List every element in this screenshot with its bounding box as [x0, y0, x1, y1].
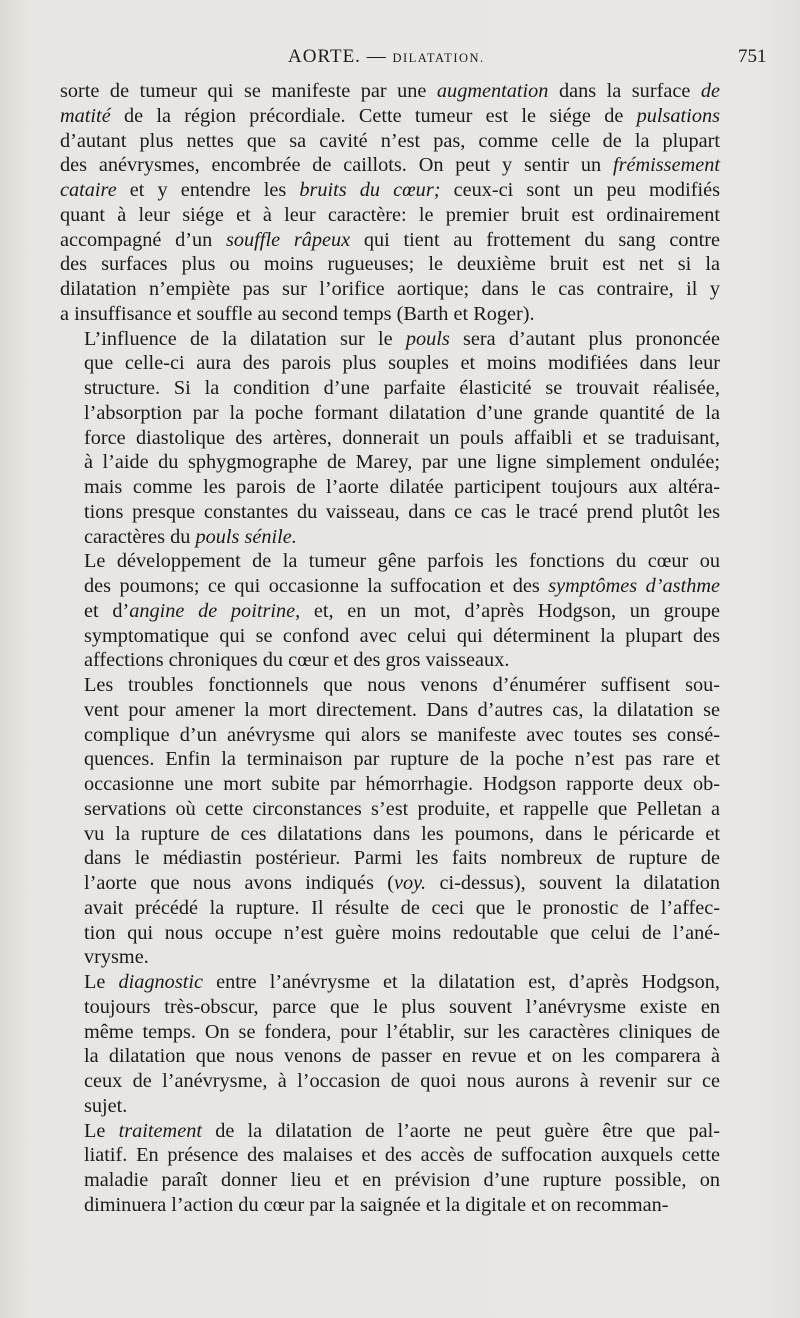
text-run: l’absorption par la poche formant dilatation d’une grande quantité de la: [84, 401, 720, 424]
italic-run: angine de poitrine: [129, 599, 296, 622]
running-title-sub: DILATATION.: [392, 51, 485, 65]
text-line: [60, 1168, 720, 1193]
text-run: Le: [84, 971, 119, 993]
text-run: liatif. En présence des malaises et des accès de suffocation auxquels cette: [84, 1144, 720, 1167]
text-run: sorte de tumeur qui se manifeste par une: [60, 80, 437, 102]
paragraph: [60, 1119, 720, 1218]
text-line: [60, 401, 720, 426]
text-run: et y entendre les: [116, 179, 300, 201]
italic-run: traitement: [118, 1119, 202, 1142]
italic-run: cataire: [60, 179, 117, 201]
text-run: entre l’anévrysme et la dilatation est, d’après Hodgson,: [203, 971, 720, 993]
text-line: [60, 797, 720, 822]
text-run: tion qui nous occupe n’est guère moins redoutable que celui de l’ané-: [84, 921, 720, 944]
italic-run: de: [700, 80, 720, 102]
italic-run: matité: [60, 104, 111, 127]
text-run: accompagné d’un: [60, 228, 226, 251]
text-line: [60, 624, 720, 649]
text-line: [60, 945, 720, 970]
text-line: [60, 772, 720, 797]
paragraph: [60, 327, 720, 550]
text-run: des poumons; ce qui occasionne la suffocation et des: [84, 575, 549, 597]
text-line: [60, 203, 720, 228]
text-run: vu la rupture de ces dilatations dans les poumons, dans le péricarde et: [84, 822, 720, 845]
text-run: symptomatique qui se confond avec celui qui déterminent la plupart des: [84, 624, 720, 647]
text-line: [60, 129, 720, 154]
text-run: vrysme.: [84, 946, 149, 969]
text-line: [60, 1069, 720, 1094]
text-run: même temps. On se fondera, pour l’établir, sur les caractères cliniques de: [84, 1020, 720, 1043]
text-run: Le développement de la tumeur gêne parfois les fonctions du cœur ou: [84, 550, 720, 573]
text-run: des surfaces plus ou moins rugueuses; le deuxième bruit est net si la: [60, 253, 720, 276]
text-line: [60, 450, 720, 475]
text-line: [60, 1044, 720, 1069]
text-line: [60, 698, 720, 723]
text-run: ceux de l’anévrysme, à l’occasion de quoi nous aurons à revenir sur ce: [84, 1070, 720, 1092]
italic-run: pouls sénile.: [195, 525, 297, 548]
text-run: quences. Enfin la terminaison par rupture de la poche n’est pas rare et: [84, 748, 720, 771]
text-run: dans la surface: [548, 80, 701, 102]
text-run: Le: [84, 1119, 119, 1142]
text-line: [60, 351, 720, 376]
paragraph: [60, 549, 720, 673]
text-line: [60, 1020, 720, 1045]
text-run: a insuffisance et souffle au second temps (Barth et Roger).: [60, 302, 535, 325]
text-line: [60, 995, 720, 1020]
text-line: [60, 896, 720, 921]
running-title-main: AORTE.: [288, 46, 361, 67]
paragraph: [60, 970, 720, 1119]
text-run: et d’: [84, 599, 130, 622]
text-line: [60, 302, 720, 327]
text-line: [60, 1094, 720, 1119]
text-line: [60, 525, 720, 550]
text-line: [60, 822, 720, 847]
text-run: que celle-ci aura des parois plus souples et moins modifiées dans leur: [84, 352, 720, 375]
text-run: qui tient au frottement du sang contre: [350, 228, 720, 251]
text-line: [60, 228, 720, 253]
text-line: [60, 178, 720, 203]
text-run: de la dilatation de l’aorte ne peut guère être que pal-: [201, 1119, 720, 1142]
text-run: des anévrysmes, encombrée de caillots. On peut y sentir un: [60, 154, 613, 177]
text-run: d’autant plus nettes que sa cavité n’est pas, comme celle de la plupart: [60, 129, 720, 152]
italic-run: diagnostic: [118, 971, 203, 993]
paragraph: [60, 673, 720, 970]
text-run: maladie paraît donner lieu et en prévision d’une rupture possible, on: [84, 1169, 720, 1191]
text-run: , et, en un mot, d’après Hodgson, un groupe: [295, 599, 720, 622]
running-title: [288, 46, 485, 68]
text-line: [60, 153, 720, 178]
text-line: [60, 871, 720, 896]
text-run: affections chroniques du cœur et des gros vaisseaux.: [84, 649, 510, 672]
text-line: [60, 426, 720, 451]
text-run: occasionne une mort subite par hémorrhagie. Hodgson rapporte deux ob-: [84, 773, 720, 795]
italic-run: augmentation: [436, 80, 549, 102]
running-header: [0, 46, 800, 76]
paragraph: [60, 79, 720, 327]
running-title-dash: —: [360, 46, 393, 67]
text-line: [60, 104, 720, 129]
text-line: [60, 970, 720, 995]
text-line: [60, 475, 720, 500]
text-run: ci-dessus), souvent la dilatation: [426, 872, 720, 894]
text-run: diminuera l’action du cœur par la saignée et la digitale et on recomman-: [84, 1193, 669, 1216]
italic-run: bruits du cœur;: [299, 179, 441, 201]
text-run: structure. Si la condition d’une parfaite élasticité se trouvait réalisée,: [84, 377, 720, 399]
italic-run: symptômes d’asthme: [548, 575, 720, 597]
text-run: dans le médiastin postérieur. Parmi les faits nombreux de rupture de: [84, 847, 720, 870]
text-run: toujours très-obscur, parce que le plus souvent l’anévrysme existe en: [84, 995, 720, 1018]
text-line: [60, 921, 720, 946]
text-run: sujet.: [84, 1094, 128, 1117]
text-line: [60, 599, 720, 624]
text-line: [60, 327, 720, 352]
text-line: [60, 277, 720, 302]
text-line: [60, 723, 720, 748]
text-line: [60, 252, 720, 277]
text-line: [60, 79, 720, 104]
text-line: [60, 574, 720, 599]
text-run: de la région précordiale. Cette tumeur est le siége de: [110, 104, 637, 127]
text-run: mais comme les parois de l’aorte dilatée participent toujours aux altéra-: [84, 476, 720, 498]
text-line: [60, 648, 720, 673]
text-run: l’aorte que nous avons indiqués (: [84, 872, 395, 894]
text-line: [60, 673, 720, 698]
text-run: vent pour amener la mort directement. Dans d’autres cas, la dilatation se: [84, 698, 720, 721]
italic-run: pulsations: [636, 104, 720, 127]
text-line: [60, 500, 720, 525]
text-run: sera d’autant plus prononcée: [449, 327, 720, 350]
text-line: [60, 846, 720, 871]
body-text: [60, 79, 720, 1218]
italic-run: souffle râpeux: [226, 228, 351, 251]
text-line: [60, 1193, 720, 1218]
italic-run: frémissement: [612, 154, 720, 177]
text-run: caractères du: [84, 525, 196, 548]
text-run: la dilatation que nous venons de passer en revue et on les comparera à: [84, 1045, 720, 1068]
text-run: tions presque constantes du vaisseau, dans ce cas le tracé prend plutôt les: [84, 500, 720, 523]
text-run: Les troubles fonctionnels que nous venons d’énumérer suffisent sou-: [84, 674, 720, 696]
text-line: [60, 1143, 720, 1168]
page-number: 751: [738, 46, 767, 67]
italic-run: voy.: [394, 872, 427, 894]
text-run: à l’aide du sphygmographe de Marey, par une ligne simplement ondulée;: [84, 451, 720, 474]
text-run: L’influence de la dilatation sur le: [84, 327, 406, 350]
text-run: ceux-ci sont un peu modifiés: [440, 179, 720, 201]
italic-run: pouls: [405, 327, 450, 350]
text-run: complique d’un anévrysme qui alors se manifeste avec toutes ses consé-: [84, 723, 720, 746]
text-run: servations où cette circonstances s’est produite, et rappelle que Pelletan a: [84, 797, 720, 820]
text-line: [60, 1119, 720, 1144]
text-run: avait précédé la rupture. Il résulte de ceci que le pronostic de l’affec-: [84, 896, 720, 919]
text-line: [60, 549, 720, 574]
text-line: [60, 747, 720, 772]
text-run: quant à leur siége et à leur caractère: le premier bruit est ordinairement: [60, 203, 720, 226]
text-run: force diastolique des artères, donnerait un pouls affaibli et se traduisant,: [84, 426, 720, 449]
text-run: dilatation n’empiète pas sur l’orifice aortique; dans le cas contraire, il y: [60, 278, 720, 300]
text-line: [60, 376, 720, 401]
